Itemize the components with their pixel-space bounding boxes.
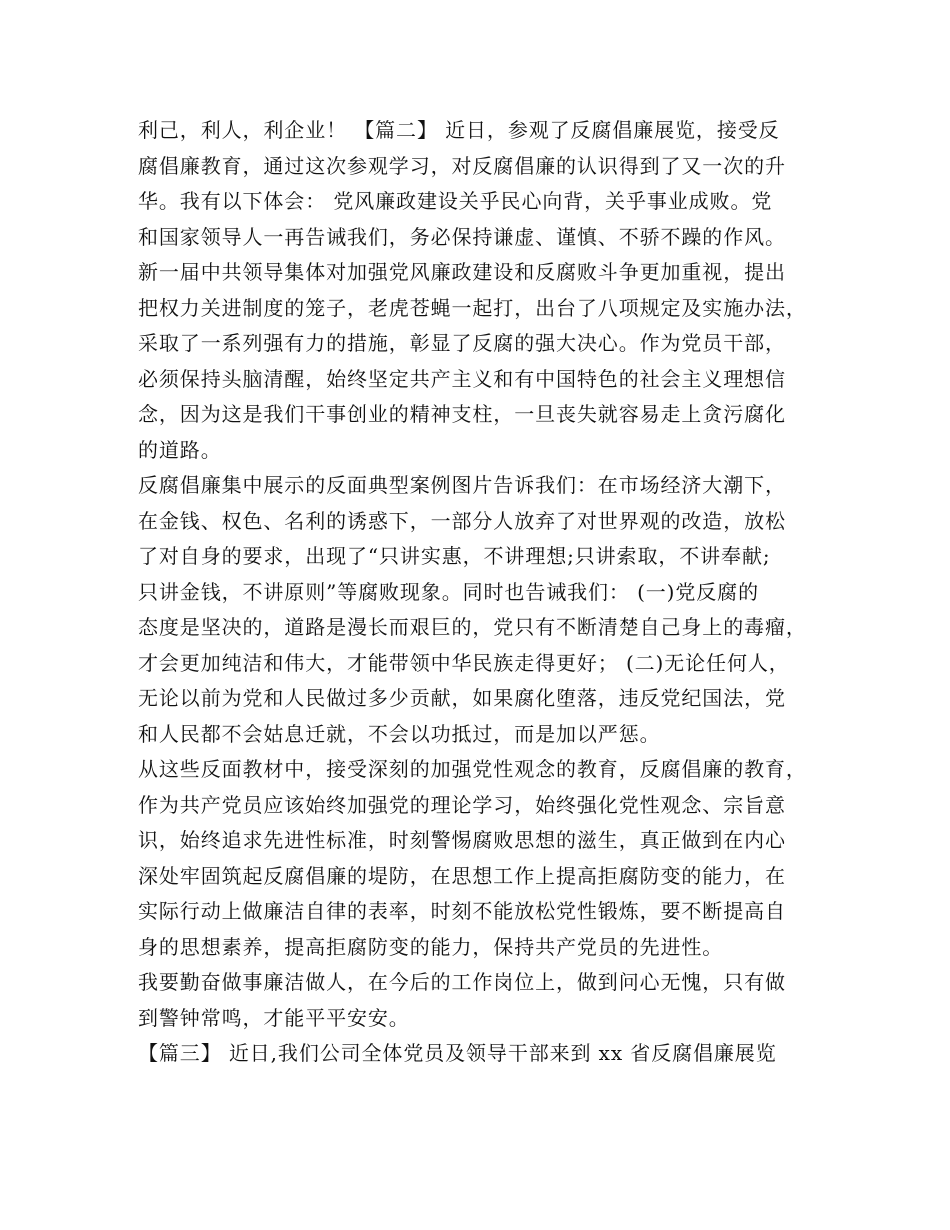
text-line: 态度是坚决的，道路是漫长而艰巨的，党只有不断清楚自己身上的毒瘤，	[138, 615, 807, 639]
text-line: 华。我有以下体会： 党风廉政建设关乎民心向背，关乎事业成败。党	[138, 189, 773, 213]
text-line: 只讲金钱，不讲原则”等腐败现象。同时也告诫我们： (一)党反腐的	[138, 579, 759, 604]
text-line: 反腐倡廉集中展示的反面典型案例图片告诉我们：在市场经济大潮下，	[138, 473, 786, 497]
text-line: 【篇三】 近日,我们公司全体党员及领导干部来到 xx 省反腐倡廉展览	[138, 1041, 777, 1065]
text-line: 的道路。	[138, 437, 222, 462]
text-line: 识，始终追求先进性标准，时刻警惕腐败思想的滋生，真正做到在内心	[138, 828, 786, 852]
text-line: 新一届中共领导集体对加强党风廉政建设和反腐败斗争更加重视，提出	[138, 260, 786, 284]
text-line: 利己，利人，利企业！ 【篇二】 近日，参观了反腐倡廉展览，接受反	[138, 118, 780, 142]
text-line: 念，因为这是我们干事创业的精神支柱，一旦丧失就容易走上贪污腐化	[138, 402, 786, 426]
text-line: 采取了一系列强有力的措施，彰显了反腐的强大决心。作为党员干部，	[138, 331, 786, 355]
text-line: 了对自身的要求，出现了“只讲实惠，不讲理想;只讲索取，不讲奉献;	[138, 544, 771, 568]
text-line: 把权力关进制度的笼子，老虎苍蝇一起打，出台了八项规定及实施办法，	[138, 295, 807, 320]
text-line: 和人民都不会姑息迁就，不会以功抵过，而是加以严惩。	[138, 721, 661, 746]
text-line: 才会更加纯洁和伟大，才能带领中华民族走得更好； (二)无论任何人，	[138, 650, 790, 675]
text-line: 身的思想素养，提高拒腐防变的能力，保持共产党员的先进性。	[138, 934, 724, 959]
text-line: 我要勤奋做事廉洁做人，在今后的工作岗位上，做到问心无愧，只有做	[138, 970, 786, 994]
text-line: 实际行动上做廉洁自律的表率，时刻不能放松党性锻炼，要不断提高自	[138, 899, 786, 923]
text-line: 作为共产党员应该始终加强党的理论学习，始终强化党性观念、宗旨意	[138, 792, 786, 817]
text-line: 无论以前为党和人民做过多少贡献，如果腐化堕落，违反党纪国法，党	[138, 686, 786, 710]
document-body	[138, 113, 828, 1072]
text-line: 从这些反面教材中，接受深刻的加强党性观念的教育，反腐倡廉的教育，	[138, 757, 807, 781]
text-line: 和国家领导人一再告诫我们，务必保持谦虚、谨慎、不骄不躁的作风。	[138, 224, 786, 249]
text-line: 在金钱、权色、名利的诱惑下，一部分人放弃了对世界观的改造，放松	[138, 508, 786, 533]
text-line: 深处牢固筑起反腐倡廉的堤防，在思想工作上提高拒腐防变的能力，在	[138, 863, 786, 888]
text-line: 到警钟常鸣，才能平平安安。	[138, 1005, 410, 1030]
text-line: 必须保持头脑清醒，始终坚定共产主义和有中国特色的社会主义理想信	[138, 366, 786, 391]
text-line: 腐倡廉教育，通过这次参观学习，对反腐倡廉的认识得到了又一次的升	[138, 153, 786, 178]
